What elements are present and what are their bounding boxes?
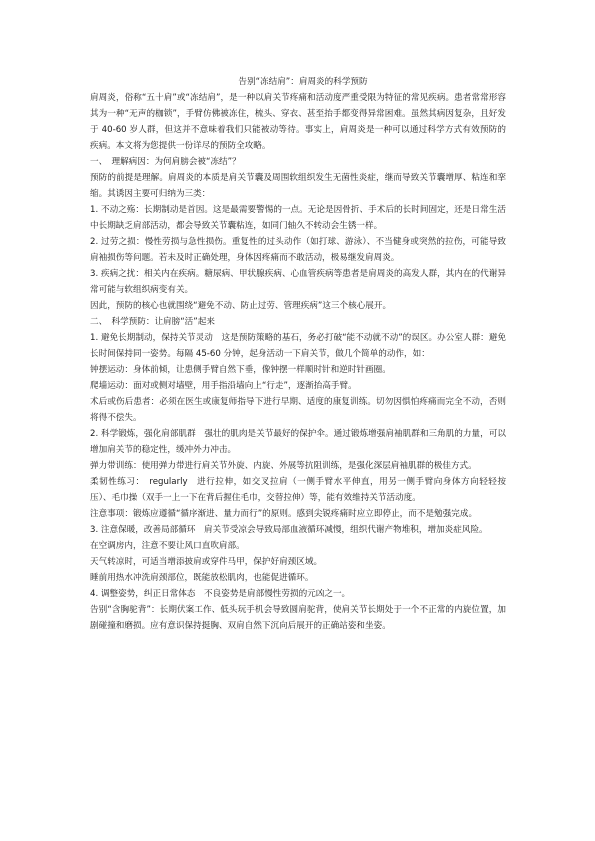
section-heading-prevention: 二、 科学预防：让肩膀“活”起来 — [90, 317, 215, 327]
paragraph-causes-intro: 预防的前提是理解。肩周炎的本质是肩关节囊及周围软组织发生无菌性炎症，继而导致关节囊增厚、粘连和挛缩。其诱因主要可归纳为三类： — [90, 173, 506, 199]
paragraph-causes-summary: 因此，预防的核心也就围绕“避免不动、防止过劳、管理疾病”这三个核心展开。 — [90, 301, 392, 311]
list-item-cause-overuse: 2. 过劳之损：慢性劳损与急性损伤。重复性的过头动作（如打球、游泳）、不当健身或突然的拉伤，可能导致肩袖损伤等问题。若未及时正确处理，身体因疼痛而不敢活动，极易继发肩周炎。 — [90, 237, 506, 263]
paragraph-air-conditioning: 在空调房内，注意不要让风口直吹肩部。 — [90, 541, 245, 551]
list-item-cause-immobility: 1. 不动之殇：长期制动是首因。这是最需要警惕的一点。无论是因骨折、手术后的长时间固定，还是日常生活中长期缺乏肩部活动，都会导致关节囊粘连，如同门轴久不转动会生锈一样。 — [90, 205, 506, 231]
paragraph-pendulum-exercise: 钟摆运动：身体前倾，让患侧手臂自然下垂，像钟摆一样顺时针和逆时针画圈。 — [90, 365, 391, 375]
paragraph-exercise-caution: 注意事项：锻炼应遵循“循序渐进、量力而行”的原则。感到尖锐疼痛时应立即停止，而不是勉强完成。 — [90, 509, 478, 519]
section-heading-causes: 一、 理解病因：为何肩膀会被“冻结”？ — [90, 157, 241, 167]
paragraph-flexibility: 柔韧性练习： regularly 进行拉伸，如交叉拉肩（一侧手臂水平伸直，用另一侧手臂向身体方向轻轻按压）、毛巾操（双手一上一下在背后握住毛巾，交替拉伸）等，能有效维持关节活动度。 — [90, 477, 506, 503]
document-body — [90, 74, 506, 634]
list-item-prevention-warmth: 3. 注意保暖，改善局部循环 肩关节受凉会导致局部血液循环减慢，组织代谢产物堆积，增加炎症风险。 — [90, 525, 488, 535]
paragraph-intro: 肩周炎，俗称“五十肩”或“冻结肩”，是一种以肩关节疼痛和活动度严重受限为特征的常见疾病。患者常常形容其为一种“无声的枷锁”，手臂仿佛被冻住，梳头、穿衣、甚至抬手都变得异常困难。虽然其病因复杂，且好发于 40-60 岁人群，但这并不意味着我们只能被动等待。事实上，肩周炎是一种可以通过科学方式有效预防的疾病。本文将为您提供一份详尽的预防全攻略。 — [90, 93, 506, 151]
list-item-prevention-posture: 4. 调整姿势，纠正日常体态 不良姿势是肩部慢性劳损的元凶之一。 — [90, 589, 351, 599]
paragraph-cold-weather: 天气转凉时，可适当增添披肩或穿件马甲，保护好肩颈区域。 — [90, 557, 323, 567]
paragraph-wall-climb-exercise: 爬墙运动：面对或侧对墙壁，用手指沿墙向上“行走”，逐渐抬高手臂。 — [90, 381, 357, 391]
paragraph-hot-shower: 睡前用热水冲洗肩颈部位，既能放松肌肉，也能促进循环。 — [90, 573, 314, 583]
list-item-cause-disease: 3. 疾病之扰：相关内在疾病。糖尿病、甲状腺疾病、心血管疾病等患者是肩周炎的高发人群，其内在的代谢异常可能与软组织病变有关。 — [90, 269, 506, 295]
list-item-prevention-exercise: 2. 科学锻炼，强化肩部肌群 强壮的肌肉是关节最好的保护伞。通过锻炼增强肩袖肌群和三角肌的力量，可以增加肩关节的稳定性，缓冲外力冲击。 — [90, 429, 506, 455]
paragraph-resistance-band: 弹力带训练：使用弹力带进行肩关节外旋、内旋、外展等抗阻训练，是强化深层肩袖肌群的极佳方式。 — [90, 461, 477, 471]
paragraph-posture-detail: 告别“含胸驼背”：长期伏案工作、低头玩手机会导致圆肩驼背，使肩关节长期处于一个不正常的内旋位置，加剧碰撞和磨损。应有意识保持挺胸、双肩自然下沉向后展开的正确站姿和坐姿。 — [90, 605, 506, 631]
list-item-prevention-movement: 1. 避免长期制动，保持关节灵动 这是预防策略的基石，务必打破“能不动就不动”的误区。办公室人群：避免长时间保持同一姿势。每隔 45-60 分钟，起身活动一下肩关节，做几个简单的动作，如： — [90, 333, 506, 359]
paragraph-post-surgery: 术后或伤后患者：必须在医生或康复师指导下进行早期、适度的康复训练。切勿因惧怕疼痛而完全不动，否则将得不偿失。 — [90, 397, 506, 423]
document-title: 告别“冻结肩”：肩周炎的科学预防 — [238, 77, 368, 87]
